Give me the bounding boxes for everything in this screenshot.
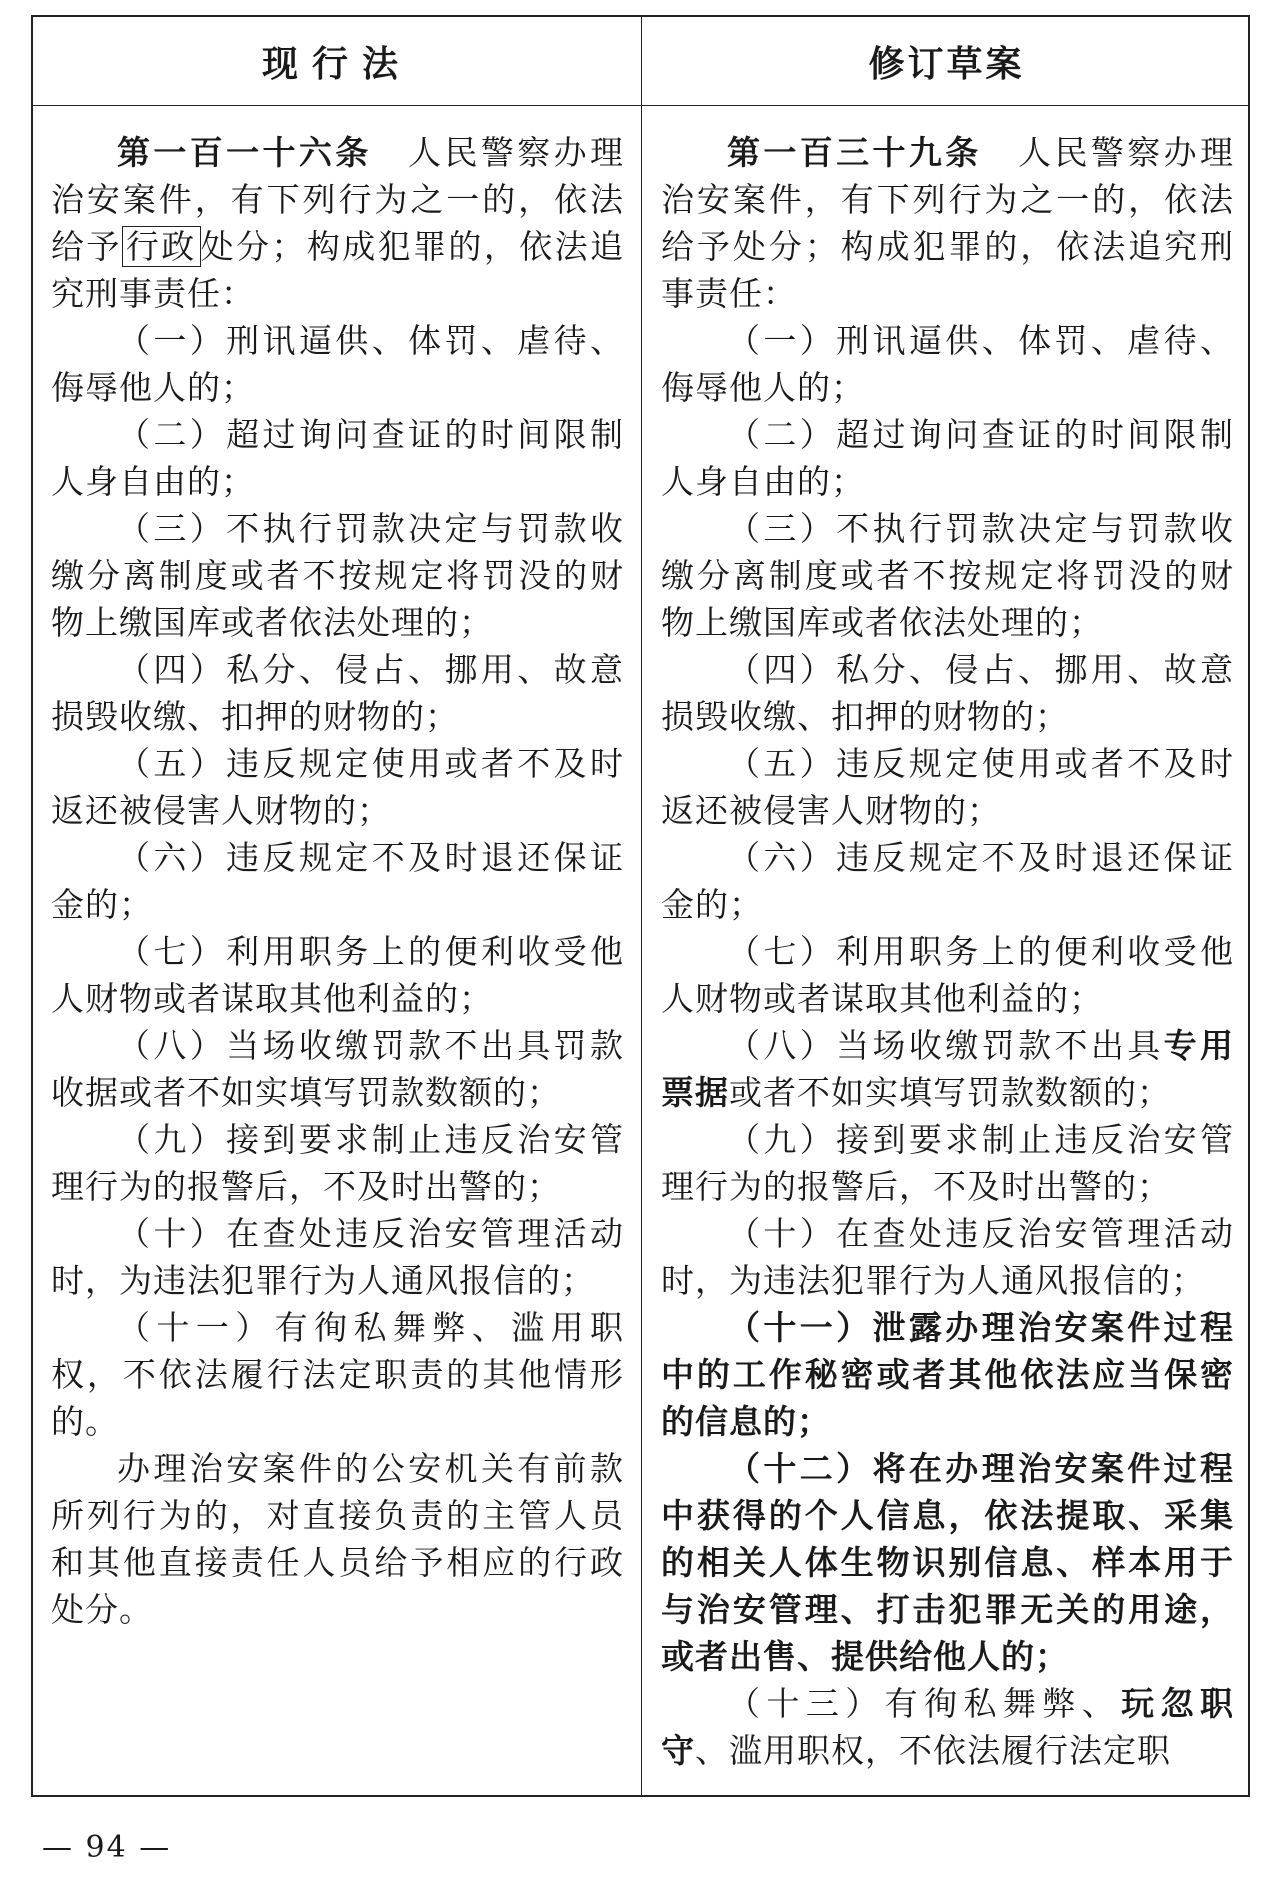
list-item: （六）违反规定不及时退还保证金的；: [661, 838, 1234, 924]
list-item: （九）接到要求制止违反治安管理行为的报警后，不及时出警的；: [51, 1120, 624, 1206]
boxed-term: 行政: [122, 226, 201, 267]
list-item: （三）不执行罚款决定与罚款收缴分离制度或者不按规定将罚没的财物上缴国库或者依法处理的；: [661, 509, 1234, 642]
article-title: 第一百一十六条: [117, 133, 372, 172]
list-item: （九）接到要求制止违反治安管理行为的报警后，不及时出警的；: [661, 1120, 1234, 1206]
item-text-end: 或者不如实填写罚款数额的；: [729, 1073, 1171, 1112]
item-text: （八）当场收缴罚款不出具: [727, 1026, 1164, 1065]
article-intro-text: 人民警察办理治安案件，有下列行为之一的，依法给予: [51, 133, 625, 266]
new-list-item: （十二）将在办理治安案件过程中获得的个人信息，依法提取、采集的相关人体生物识别信息、样本用于与治安管理、打击犯罪无关的用途，或者出售、提供给他人的；: [661, 1449, 1234, 1676]
article-title: 第一百三十九条: [727, 133, 982, 172]
list-item: （七）利用职务上的便利收受他人财物或者谋取其他利益的；: [661, 932, 1234, 1018]
header-revised-draft: 修订草案: [868, 43, 1025, 85]
list-item: （十）在查处违反治安管理活动时，为违法犯罪行为人通风报信的；: [51, 1214, 624, 1300]
list-item: （八）当场收缴罚款不出具罚款收据或者不如实填写罚款数额的；: [51, 1026, 624, 1112]
list-item: （三）不执行罚款决定与罚款收缴分离制度或者不按规定将罚没的财物上缴国库或者依法处理的；: [51, 509, 624, 642]
list-item: （十一）有徇私舞弊、滥用职权，不依法履行法定职责的其他情形的。: [51, 1308, 624, 1441]
list-item: （六）违反规定不及时退还保证金的；: [51, 838, 624, 924]
list-item: （一）刑讯逼供、体罚、虐待、侮辱他人的；: [661, 321, 1234, 407]
article-intro: [51, 129, 624, 317]
list-item: [661, 1022, 1234, 1116]
list-item: （二）超过询问查证的时间限制人身自由的；: [51, 415, 624, 501]
revised-draft-column: [661, 129, 1234, 1774]
amended-text: 玩忽职守: [661, 1684, 1235, 1770]
article-intro: [661, 129, 1234, 317]
list-item: （五）违反规定使用或者不及时返还被侵害人财物的；: [661, 744, 1234, 830]
list-item: （十）在查处违反治安管理活动时，为违法犯罪行为人通风报信的；: [661, 1214, 1234, 1300]
new-list-item: （十一）泄露办理治安案件过程中的工作秘密或者其他依法应当保密的信息的；: [661, 1308, 1234, 1441]
article-intro-text-end: 处分；构成犯罪的，依法追究刑事责任：: [51, 227, 625, 313]
paragraph: 办理治安案件的公安机关有前款所列行为的，对直接负责的主管人员和其他直接责任人员给予相应的行政处分。: [51, 1449, 624, 1629]
page-number: — 94 —: [42, 1830, 172, 1865]
current-law-column: [51, 129, 624, 1633]
header-current-law: 现行法: [261, 43, 412, 85]
list-item: （四）私分、侵占、挪用、故意损毁收缴、扣押的财物的；: [51, 650, 624, 736]
list-item: （二）超过询问查证的时间限制人身自由的；: [661, 415, 1234, 501]
amended-text: 专用票据: [661, 1026, 1235, 1112]
item-text-end: 、滥用职权，不依法履行法定职: [695, 1731, 1171, 1770]
list-item: （一）刑讯逼供、体罚、虐待、侮辱他人的；: [51, 321, 624, 407]
article-intro-text: 人民警察办理治安案件，有下列行为之一的，依法给予处分；构成犯罪的，依法追究刑事责任：: [661, 133, 1235, 313]
list-item: （四）私分、侵占、挪用、故意损毁收缴、扣押的财物的；: [661, 650, 1234, 736]
comparison-table: [31, 15, 1250, 1797]
item-text: （十三）有徇私舞弊、: [727, 1684, 1122, 1723]
list-item: （七）利用职务上的便利收受他人财物或者谋取其他利益的；: [51, 932, 624, 1018]
column-divider: [641, 17, 642, 1795]
list-item: （五）违反规定使用或者不及时返还被侵害人财物的；: [51, 744, 624, 830]
list-item: [661, 1680, 1234, 1774]
header-divider: [33, 105, 1248, 106]
